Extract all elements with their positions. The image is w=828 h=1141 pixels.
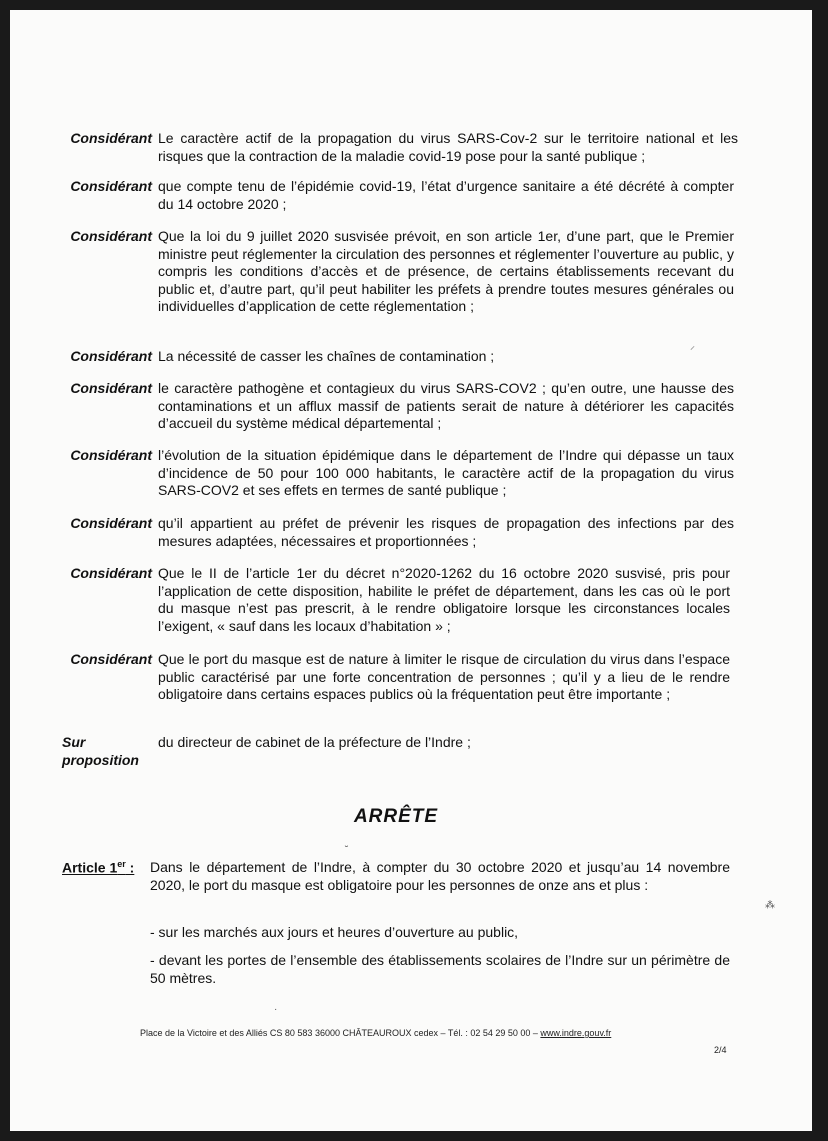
considerant-text: Que le II de l’article 1er du décret n°2020-1262 du 16 octobre 2020 susvisé, pris pour l’application de cette disposition, habilite le préfet de département, dans les cas où le port du masque n’est pas prescrit, à le rendre obligatoire lorsque les circonstances locales l’exigent, « sauf dans les locaux d’habitation » ;: [158, 565, 730, 634]
considerant-label: Considérant: [70, 178, 152, 194]
proposition-text: du directeur de cabinet de la préfecture de l’Indre ;: [158, 734, 471, 750]
scan-speck: ⸝: [690, 341, 695, 352]
considerant-text: Que la loi du 9 juillet 2020 susvisée prévoit, en son article 1er, d’une part, que le Premier ministre peut réglementer la circulation des personnes et réglementer l’ouverture au public, y compris les conditions d’accès et de présence, de certains établissements recevant du public et, d’autre part, qu’il peut habiliter les préfets à prendre toutes mesures générales ou individuelles d’application de cette réglementation ;: [158, 228, 734, 314]
considerant-text: Que le port du masque est de nature à limiter le risque de circulation du virus dans l’espace public caractérisé par une forte concentration de personnes ; qu’il y a lieu de le rendre obligatoire dans certains espaces publics où la fréquentation peut être importante ;: [158, 651, 730, 702]
page-number: 2/4: [714, 1045, 727, 1055]
article-1-intro: Dans le département de l’Indre, à compter du 30 octobre 2020 et jusqu’au 14 novembre 2020, le port du masque est obligatoire pour les personnes de onze ans et plus :: [150, 859, 730, 893]
considerant-text: que compte tenu de l’épidémie covid-19, l’état d’urgence sanitaire a été décrété à compter du 14 octobre 2020 ;: [158, 178, 734, 212]
article-1-label-suffix: :: [125, 859, 135, 876]
decision-title: ARRÊTE: [353, 806, 439, 827]
scan-speck: ⁂: [765, 900, 775, 911]
proposition-label-line1: Sur: [62, 734, 86, 750]
considerant-label: Considérant: [70, 515, 152, 531]
considerant-text: le caractère pathogène et contagieux du virus SARS-COV2 ; qu’en outre, une hausse des contaminations et un afflux massif de patients serait de nature à détériorer les capacités d’accueil du système médical départemental ;: [158, 380, 734, 431]
article-1-label: [62, 859, 134, 876]
considerant-text: La nécessité de casser les chaînes de contamination ;: [158, 348, 495, 364]
considerant-label: Considérant: [70, 130, 152, 146]
footer-address-text: Place de la Victoire et des Alliés CS 80 583 36000 CHÂTEAUROUX cedex – Tél. : 02 54 29 50 00 –: [140, 1028, 541, 1038]
considerant-label: Considérant: [70, 447, 152, 463]
considerant-label: Considérant: [70, 348, 152, 364]
considerant-text: qu’il appartient au préfet de prévenir les risques de propagation des infections par des mesures adaptées, nécessaires et proportionnées ;: [158, 515, 734, 549]
proposition-label-line2: proposition: [62, 751, 139, 768]
considerant-text: l’évolution de la situation épidémique dans le département de l’Indre qui dépasse un taux d’incidence de 50 pour 100 000 habitants, le caractère actif de la propagation du virus SARS-COV2 et ses effets en termes de santé publique ;: [158, 447, 734, 498]
considerant-label: Considérant: [70, 651, 152, 667]
considerant-label: Considérant: [70, 565, 152, 581]
considerant-text: Le caractère actif de la propagation du virus SARS-Cov-2 sur le territoire national et les risques que la contraction de la maladie covid-19 pose pour la santé publique ;: [158, 130, 738, 164]
footer-address: [140, 1028, 611, 1038]
considerant-label: Considérant: [70, 228, 152, 244]
scan-speck: ·: [274, 1004, 278, 1015]
article-1-label-text: Article 1: [62, 859, 118, 876]
proposition-label: [62, 734, 139, 769]
scan-speck: ˘: [345, 845, 349, 856]
article-1-item: - devant les portes de l’ensemble des établissements scolaires de l’Indre sur un périmètre de 50 mètres.: [150, 952, 730, 986]
article-1-item: - sur les marchés aux jours et heures d’ouverture au public,: [150, 924, 519, 940]
document-page: [10, 10, 812, 1131]
article-1-label-sup: er: [117, 859, 126, 869]
considerant-label: Considérant: [70, 380, 152, 396]
footer-url[interactable]: www.indre.gouv.fr: [540, 1028, 612, 1038]
